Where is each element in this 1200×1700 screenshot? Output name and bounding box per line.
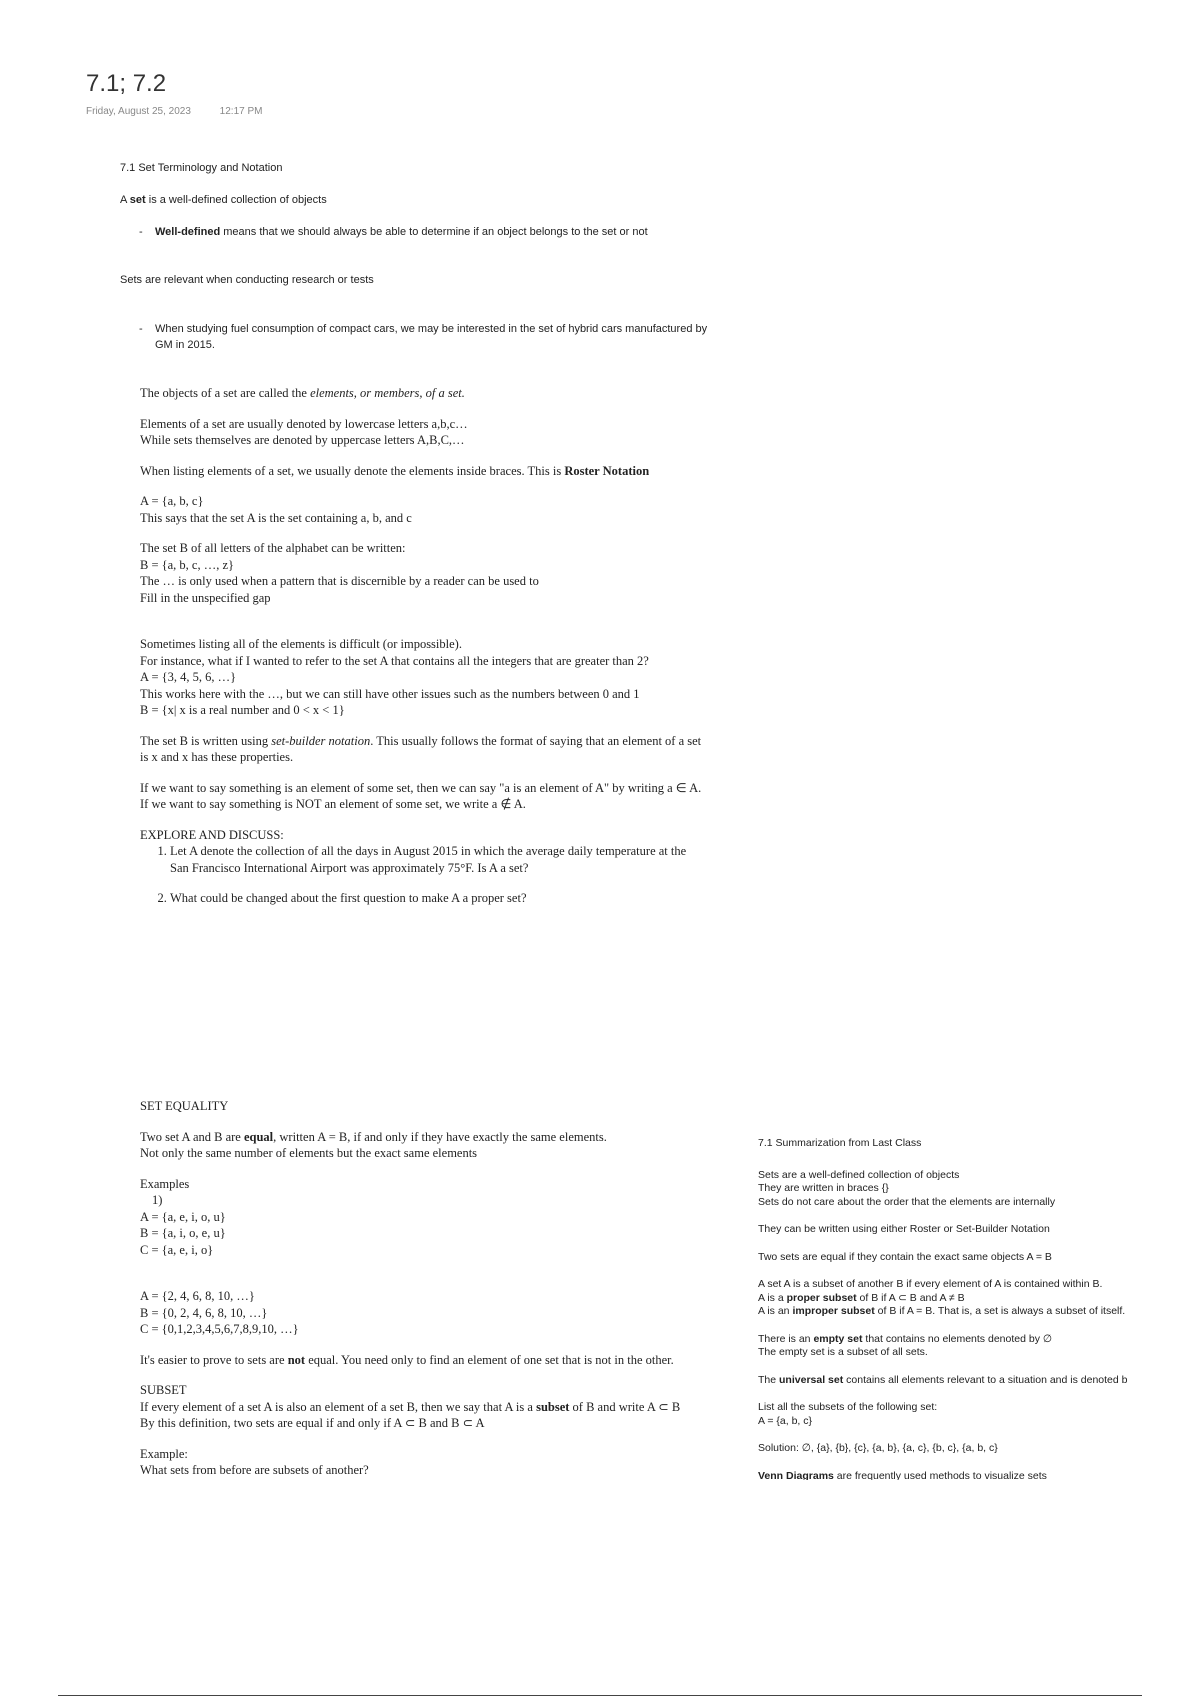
- fuel-bullet: - When studying fuel consumption of compact cars, we may be interested in the set of hybrid cars manufactured by GM in 2015.: [135, 321, 715, 353]
- page-meta: [86, 106, 288, 117]
- summary-block-empty: [758, 1333, 1200, 1360]
- summary-line: A set A is a subset of another B if every element of A is contained within B.: [758, 1278, 1103, 1290]
- set-a-roster: A = {a, b, c}: [140, 494, 204, 508]
- summary-block-1: [758, 1169, 1200, 1210]
- page-title: 7.1; 7.2: [86, 70, 167, 97]
- element-of-line: If we want to say something is an element of some set, then we can say "a is an element of A" by writing a ∈ A.: [140, 780, 702, 795]
- example-label: Example:: [140, 1446, 188, 1461]
- easier-line: It's easier to prove to sets are not equal. You need only to find an element of one set that is not in the other.: [140, 1352, 674, 1367]
- summary-line: A is an improper subset of B if A = B. That is, a set is always a subset of itself.: [758, 1305, 1126, 1317]
- set-a-says: This says that the set A is the set containing a, b, and c: [140, 510, 412, 525]
- summary-line: Sets are a well-defined collection of objects: [758, 1168, 960, 1181]
- summary-line: A = {a, b, c}: [758, 1414, 813, 1427]
- section-heading: 7.1 Set Terminology and Notation: [120, 162, 283, 174]
- summary-line: List all the subsets of the following set:: [758, 1401, 938, 1413]
- lowercase-line: Elements of a set are usually denoted by lowercase letters a,b,c…: [140, 416, 468, 431]
- ellipsis-note: The … is only used when a pattern that is discernible by a reader can be used to: [140, 574, 539, 588]
- bottom-divider: [58, 1695, 1142, 1696]
- subset-heading: SUBSET: [140, 1383, 187, 1397]
- instance-line: For instance, what if I wanted to refer to the set A that contains all the integers that are greater than 2?: [140, 653, 649, 668]
- subset-definition: If every element of a set A is also an element of a set B, then we say that A is a subset of B and write A ⊂ B: [140, 1399, 681, 1414]
- example-c2: C = {0,1,2,3,4,5,6,7,8,9,10, …}: [140, 1322, 299, 1336]
- summary-line: Solution: ∅, {a}, {b}, {c}, {a, b}, {a, c}, {b, c}, {a, b, c}: [758, 1442, 998, 1454]
- example-b2: B = {0, 2, 4, 6, 8, 10, …}: [140, 1305, 268, 1320]
- uppercase-line: While sets themselves are denoted by uppercase letters A,B,C,…: [140, 433, 465, 447]
- works-line: This works here with the …, but we can still have other issues such as the numbers between 0 and 1: [140, 686, 640, 701]
- explore-list: [140, 843, 705, 907]
- summary-block-list: [758, 1401, 1200, 1428]
- elements-line: The objects of a set are called the elements, or members, of a set.: [140, 386, 465, 400]
- explore-question-2: 2. What could be changed about the first question to make A a proper set?: [170, 890, 705, 907]
- explore-heading: EXPLORE AND DISCUSS:: [140, 827, 284, 842]
- summary-line: The empty set is a subset of all sets.: [758, 1346, 928, 1358]
- set-equality-section: [140, 1098, 705, 1479]
- example-a1: A = {a, e, i, o, u}: [140, 1209, 226, 1224]
- summary-line: A is a proper subset of B if A ⊂ B and A ≠ B: [758, 1291, 965, 1304]
- equal-note: Not only the same number of elements but the exact same elements: [140, 1146, 478, 1160]
- equal-definition: Two set A and B are equal, written A = B, if and only if they have exactly the same elements.: [140, 1129, 607, 1144]
- example-a2: A = {2, 4, 6, 8, 10, …}: [140, 1289, 255, 1303]
- subset-equality: By this definition, two sets are equal if and only if A ⊂ B and B ⊂ A: [140, 1416, 485, 1430]
- summary-column: [758, 1137, 1200, 1494]
- set-b-letters: The set B of all letters of the alphabet can be written:: [140, 541, 406, 555]
- sets-relevant: Sets are relevant when conducting research or tests: [120, 274, 374, 286]
- set-b-roster: B = {a, b, c, …, z}: [140, 557, 235, 572]
- example-number: 1): [152, 1193, 163, 1207]
- fill-gap: Fill in the unspecified gap: [140, 590, 271, 605]
- page-time: 12:17 PM: [219, 106, 263, 117]
- set-builder-line: The set B is written using set-builder notation. This usually follows the format of saying that an element of a set is x and x has these properties.: [140, 733, 702, 764]
- example-b1: B = {a, i, o, e, u}: [140, 1226, 226, 1240]
- example-c1: C = {a, e, i, o}: [140, 1242, 214, 1257]
- summary-line: They are written in braces {}: [758, 1182, 889, 1194]
- examples-label: Examples: [140, 1176, 190, 1191]
- roster-line: When listing elements of a set, we usually denote the elements inside braces. This is Roster Notation: [140, 463, 650, 478]
- summary-line: Two sets are equal if they contain the exact same objects A = B: [758, 1250, 1052, 1263]
- well-defined-bullet: - Well-defined means that we should always be able to determine if an object belongs to the set or not: [135, 224, 715, 240]
- summary-line: They can be written using either Roster or Set-Builder Notation: [758, 1223, 1050, 1235]
- set-definition: A set is a well-defined collection of objects: [120, 194, 327, 206]
- summary-line: Sets do not care about the order that the elements are internally: [758, 1195, 1056, 1208]
- example-question: What sets from before are subsets of another?: [140, 1463, 369, 1477]
- set-a-integers: A = {3, 4, 5, 6, …}: [140, 670, 237, 684]
- summary-line: The universal set contains all elements relevant to a situation and is denoted b: [758, 1373, 1128, 1386]
- left-body: [140, 385, 705, 921]
- summary-line-venn: Venn Diagrams are frequently used methods to visualize sets: [758, 1469, 1047, 1480]
- explore-question-1: 1. Let A denote the collection of all the days in August 2015 in which the average daily temperature at the San Francisco International Airport was approximately 75°F. Is A a set?: [170, 843, 705, 876]
- page-date: Friday, August 25, 2023: [86, 106, 191, 117]
- summary-line: There is an empty set that contains no elements denoted by ∅: [758, 1332, 1053, 1345]
- set-equality-heading: SET EQUALITY: [140, 1099, 229, 1113]
- summary-heading: 7.1 Summarization from Last Class: [758, 1137, 922, 1149]
- set-b-real: B = {x| x is a real number and 0 < x < 1}: [140, 703, 345, 717]
- summary-block-subsets: [758, 1278, 1200, 1319]
- not-element-line: If we want to say something is NOT an element of some set, we write a ∉ A.: [140, 797, 526, 811]
- difficult-line: Sometimes listing all of the elements is difficult (or impossible).: [140, 637, 462, 651]
